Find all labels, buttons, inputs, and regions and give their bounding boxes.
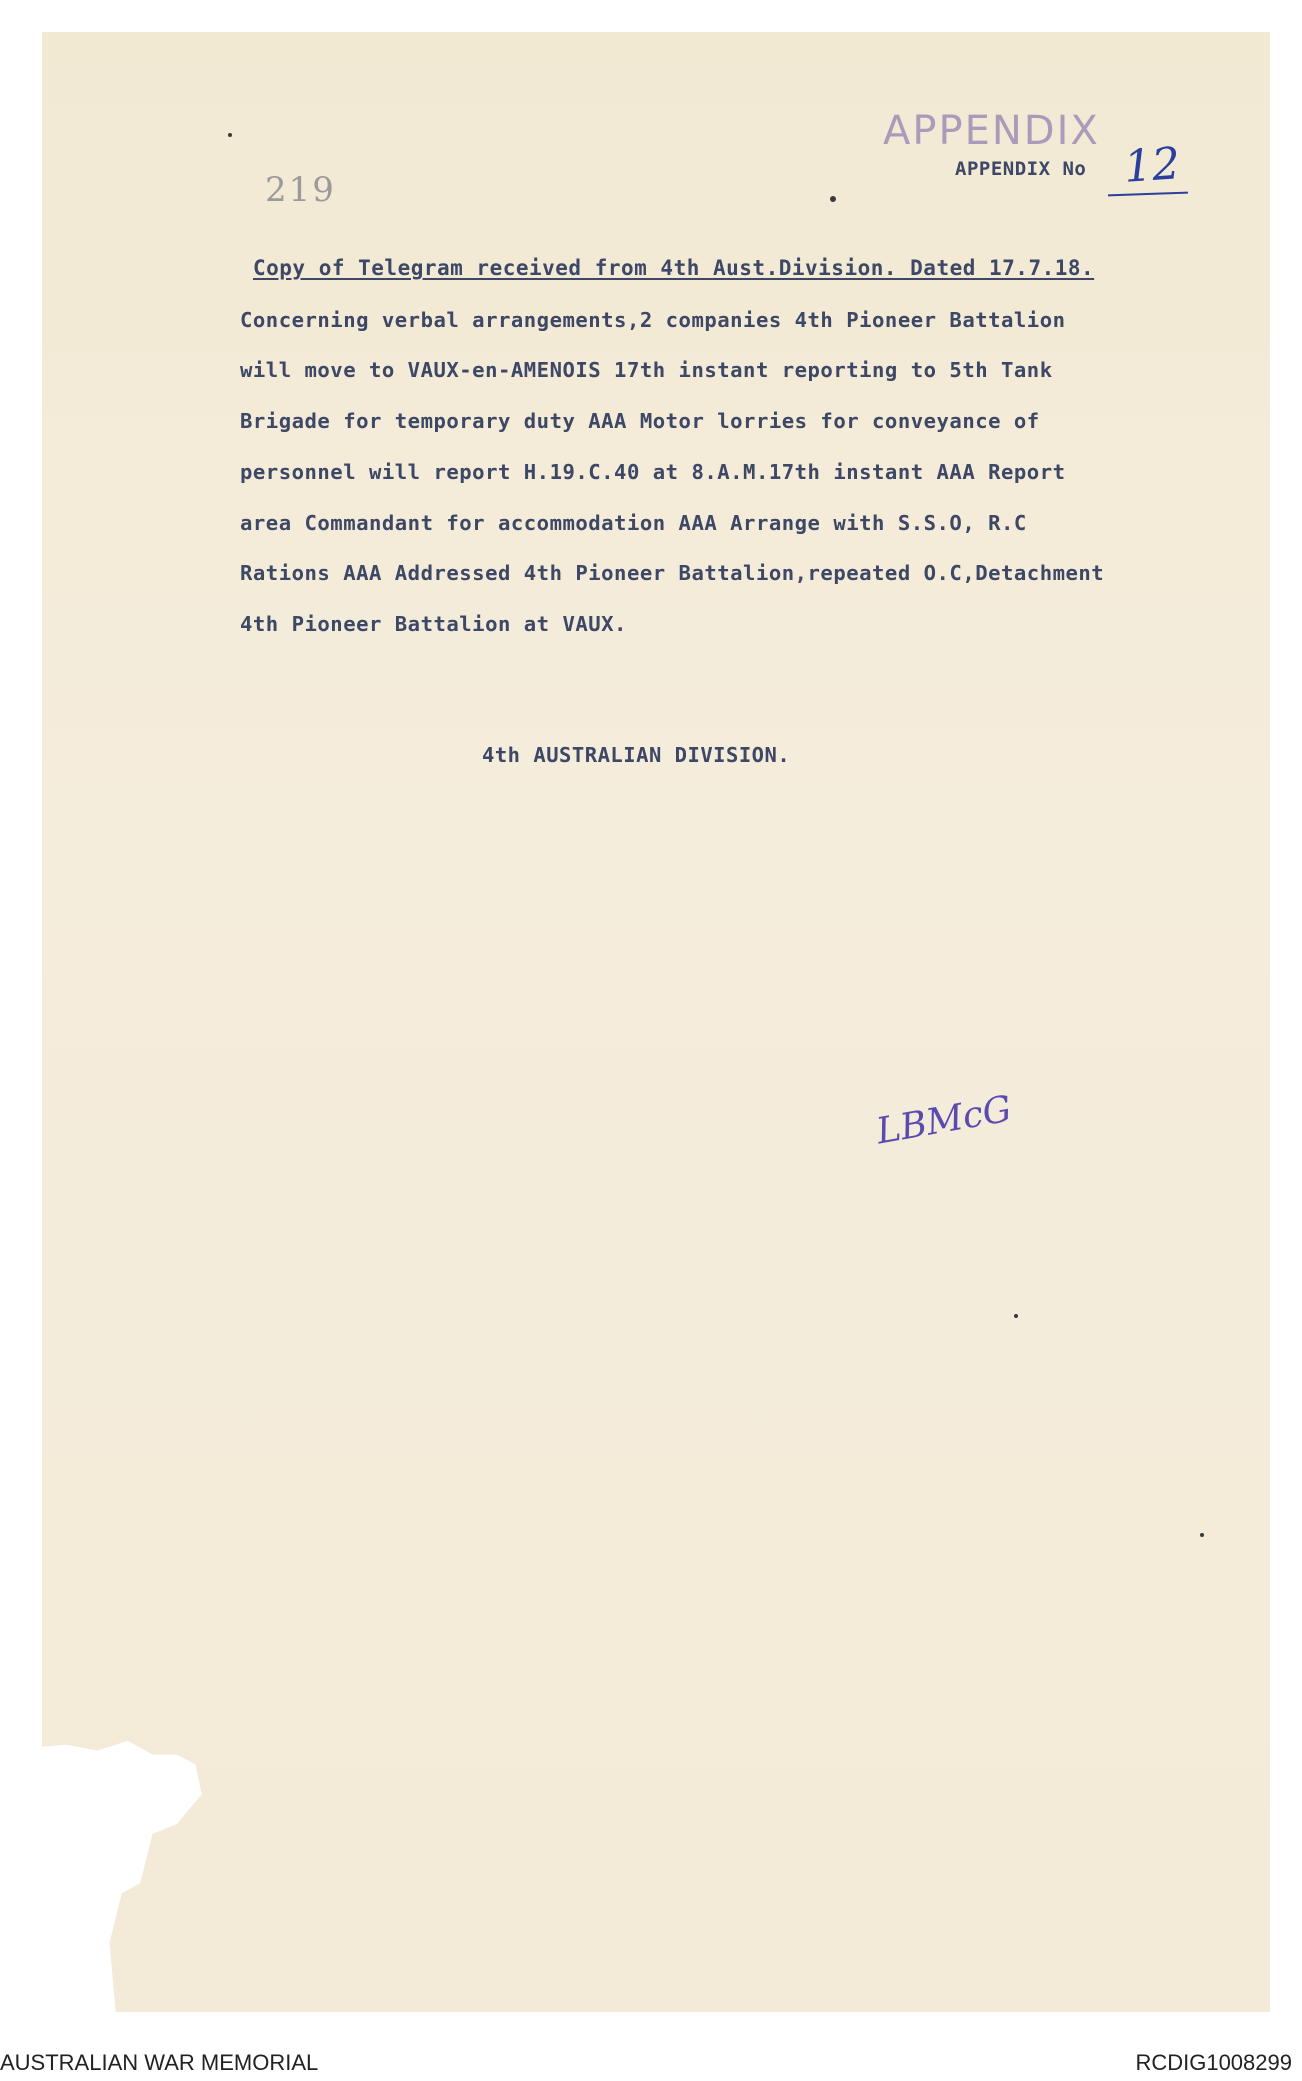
appendix-stamp: APPENDIX: [883, 108, 1100, 154]
telegram-heading: Copy of Telegram received from 4th Aust.Division. Dated 17.7.18.: [253, 256, 1095, 280]
signature-block: 4th AUSTRALIAN DIVISION.: [482, 743, 791, 767]
body-line: area Commandant for accommodation AAA Arrange with S.S.O, R.C: [240, 511, 1027, 535]
body-line: Brigade for temporary duty AAA Motor lorries for conveyance of: [240, 409, 1040, 433]
folio-number: 219: [265, 170, 336, 210]
appendix-label: APPENDIX No: [955, 158, 1087, 180]
body-line: will move to VAUX-en-AMENOIS 17th instant reporting to 5th Tank: [240, 358, 1053, 382]
body-line: 4th Pioneer Battalion at VAUX.: [240, 612, 627, 636]
paper-speck: [228, 133, 232, 137]
paper-speck: [1200, 1533, 1204, 1537]
footer-archive-name: AUSTRALIAN WAR MEMORIAL: [0, 2050, 319, 2075]
appendix-number: 12: [1122, 138, 1182, 193]
body-line: Rations AAA Addressed 4th Pioneer Battalion,repeated O.C,Detachment: [240, 561, 1105, 585]
paper-speck: [1014, 1314, 1018, 1318]
paper-speck: [830, 196, 836, 202]
body-line: Concerning verbal arrangements,2 companies 4th Pioneer Battalion: [240, 308, 1066, 332]
footer-record-id: RCDIG1008299: [1135, 2050, 1292, 2075]
body-line: personnel will report H.19.C.40 at 8.A.M.17th instant AAA Report: [240, 460, 1066, 484]
handwritten-initials: LBMcG: [873, 1088, 1015, 1153]
